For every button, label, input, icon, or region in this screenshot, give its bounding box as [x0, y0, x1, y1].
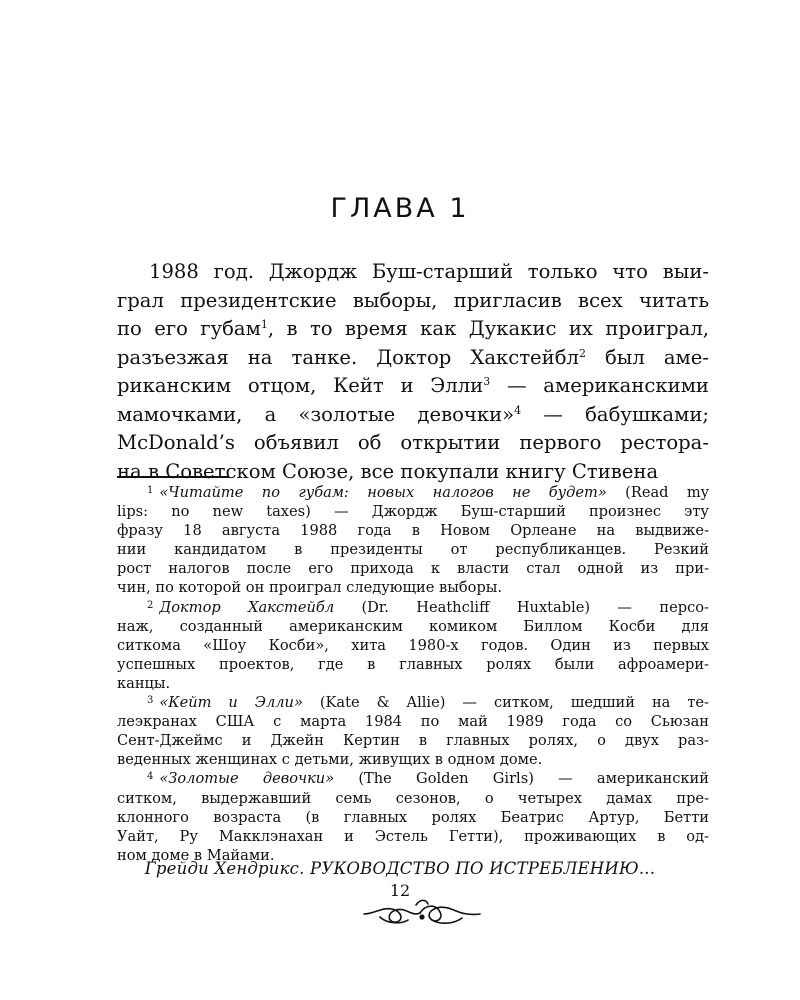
running-head: Грейди Хендрикс. РУКОВОДСТВО ПО ИСТРЕБЛЕНИЮ...: [144, 859, 656, 878]
footnote-1-line: нии кандидатом в президенты от республиканцев. Резкий: [117, 541, 709, 559]
footnote-4-line: $^4$ «Золотые девочки» (The Golden Girls) — американский: [147, 770, 709, 788]
main-paragraph: [117, 258, 709, 486]
footnote-3-line: $^3$ «Кейт и Элли» (Kate & Allie) — ситком, шедший на те-: [147, 694, 709, 712]
footnote-number: 1: [147, 485, 154, 496]
footnote-number: 2: [147, 599, 154, 611]
footnote-3-line: леэкранах США с марта 1984 по май 1989 года со Сьюзан: [117, 713, 709, 731]
footnote-4-line: ситком, выдержавший семь сезонов, о четырех дамах пре-: [117, 789, 709, 807]
footnote-2-line: канцы.: [117, 674, 171, 692]
paragraph-line: на в Советском Союзе, все покупали книгу Стивена: [117, 459, 659, 483]
paragraph-line: 1988 год. Джордж Буш-старший только что выи-: [149, 260, 709, 283]
footnote-2-line: ситкома «Шоу Косби», хита 1980-х годов. Один из первых: [117, 636, 709, 654]
flourish-ornament-icon: [360, 895, 484, 929]
footnote-ref-4[interactable]: 4: [514, 403, 522, 417]
paragraph-line: риканским отцом, Кейт и Элли$^3$ — американскими: [117, 374, 709, 397]
chapter-title: ГЛАВА 1: [330, 193, 470, 224]
paragraph-line: по его губам$^1$, в то время как Дукакис их проиграл,: [117, 317, 709, 340]
footnote-divider: [117, 476, 229, 478]
footnotes: [117, 483, 709, 865]
paragraph-line: мамочками, а «золотые девочки»$^4$ — бабушками;: [117, 402, 709, 426]
footnote-3-line: Сент-Джеймс и Джейн Кертин в главных ролях, о двух раз-: [117, 732, 709, 750]
footnote-4-line: клонного возраста (в главных ролях Беатрис Артур, Бетти: [117, 808, 709, 826]
footnote-4-line: ном доме в Майами.: [117, 846, 275, 864]
footnote-ref-3[interactable]: 3: [483, 375, 491, 388]
footnote-1-line: $^1$ «Читайте по губам: новых налогов не будет» (Read my: [147, 484, 709, 501]
footnote-2-line: успешных проектов, где в главных ролях были афроамери-: [117, 655, 709, 673]
footnote-number: 3: [147, 695, 154, 707]
footnote-2-line: $^2$ Доктор Хакстейбл (Dr. Heathcliff Huxtable) — персо-: [147, 598, 709, 616]
footnote-1-line: рост налогов после его прихода к власти стал одной из при-: [117, 560, 709, 578]
footnote-1-line: фразу 18 августа 1988 года в Новом Орлеане на выдвиже-: [117, 522, 709, 540]
footnote-ref-2[interactable]: 2: [578, 346, 586, 360]
footnote-1-line: чин, по которой он проиграл следующие выборы.: [117, 579, 503, 597]
paragraph-line: грал президентские выборы, пригласив всех читать: [117, 288, 709, 312]
footnote-ref-1[interactable]: 1: [260, 318, 268, 331]
page-number: 12: [389, 881, 411, 900]
footnote-4-line: Уайт, Ру Макклэнахан и Эстель Гетти), проживающих в од-: [117, 827, 709, 845]
footnote-1-line: lips: no new taxes) — Джордж Буш-старший произнес эту: [117, 503, 709, 521]
paragraph-line: разъезжая на танке. Доктор Хакстейбл$^2$ был аме-: [117, 345, 709, 369]
footnote-3-line: веденных женщинах с детьми, живущих в одном доме.: [117, 751, 543, 769]
paragraph-line: McDonald’s объявил об открытии первого рестора-: [117, 431, 709, 454]
footnote-2-line: наж, созданный американским комиком Биллом Косби для: [117, 617, 709, 635]
footnote-number: 4: [147, 771, 154, 783]
